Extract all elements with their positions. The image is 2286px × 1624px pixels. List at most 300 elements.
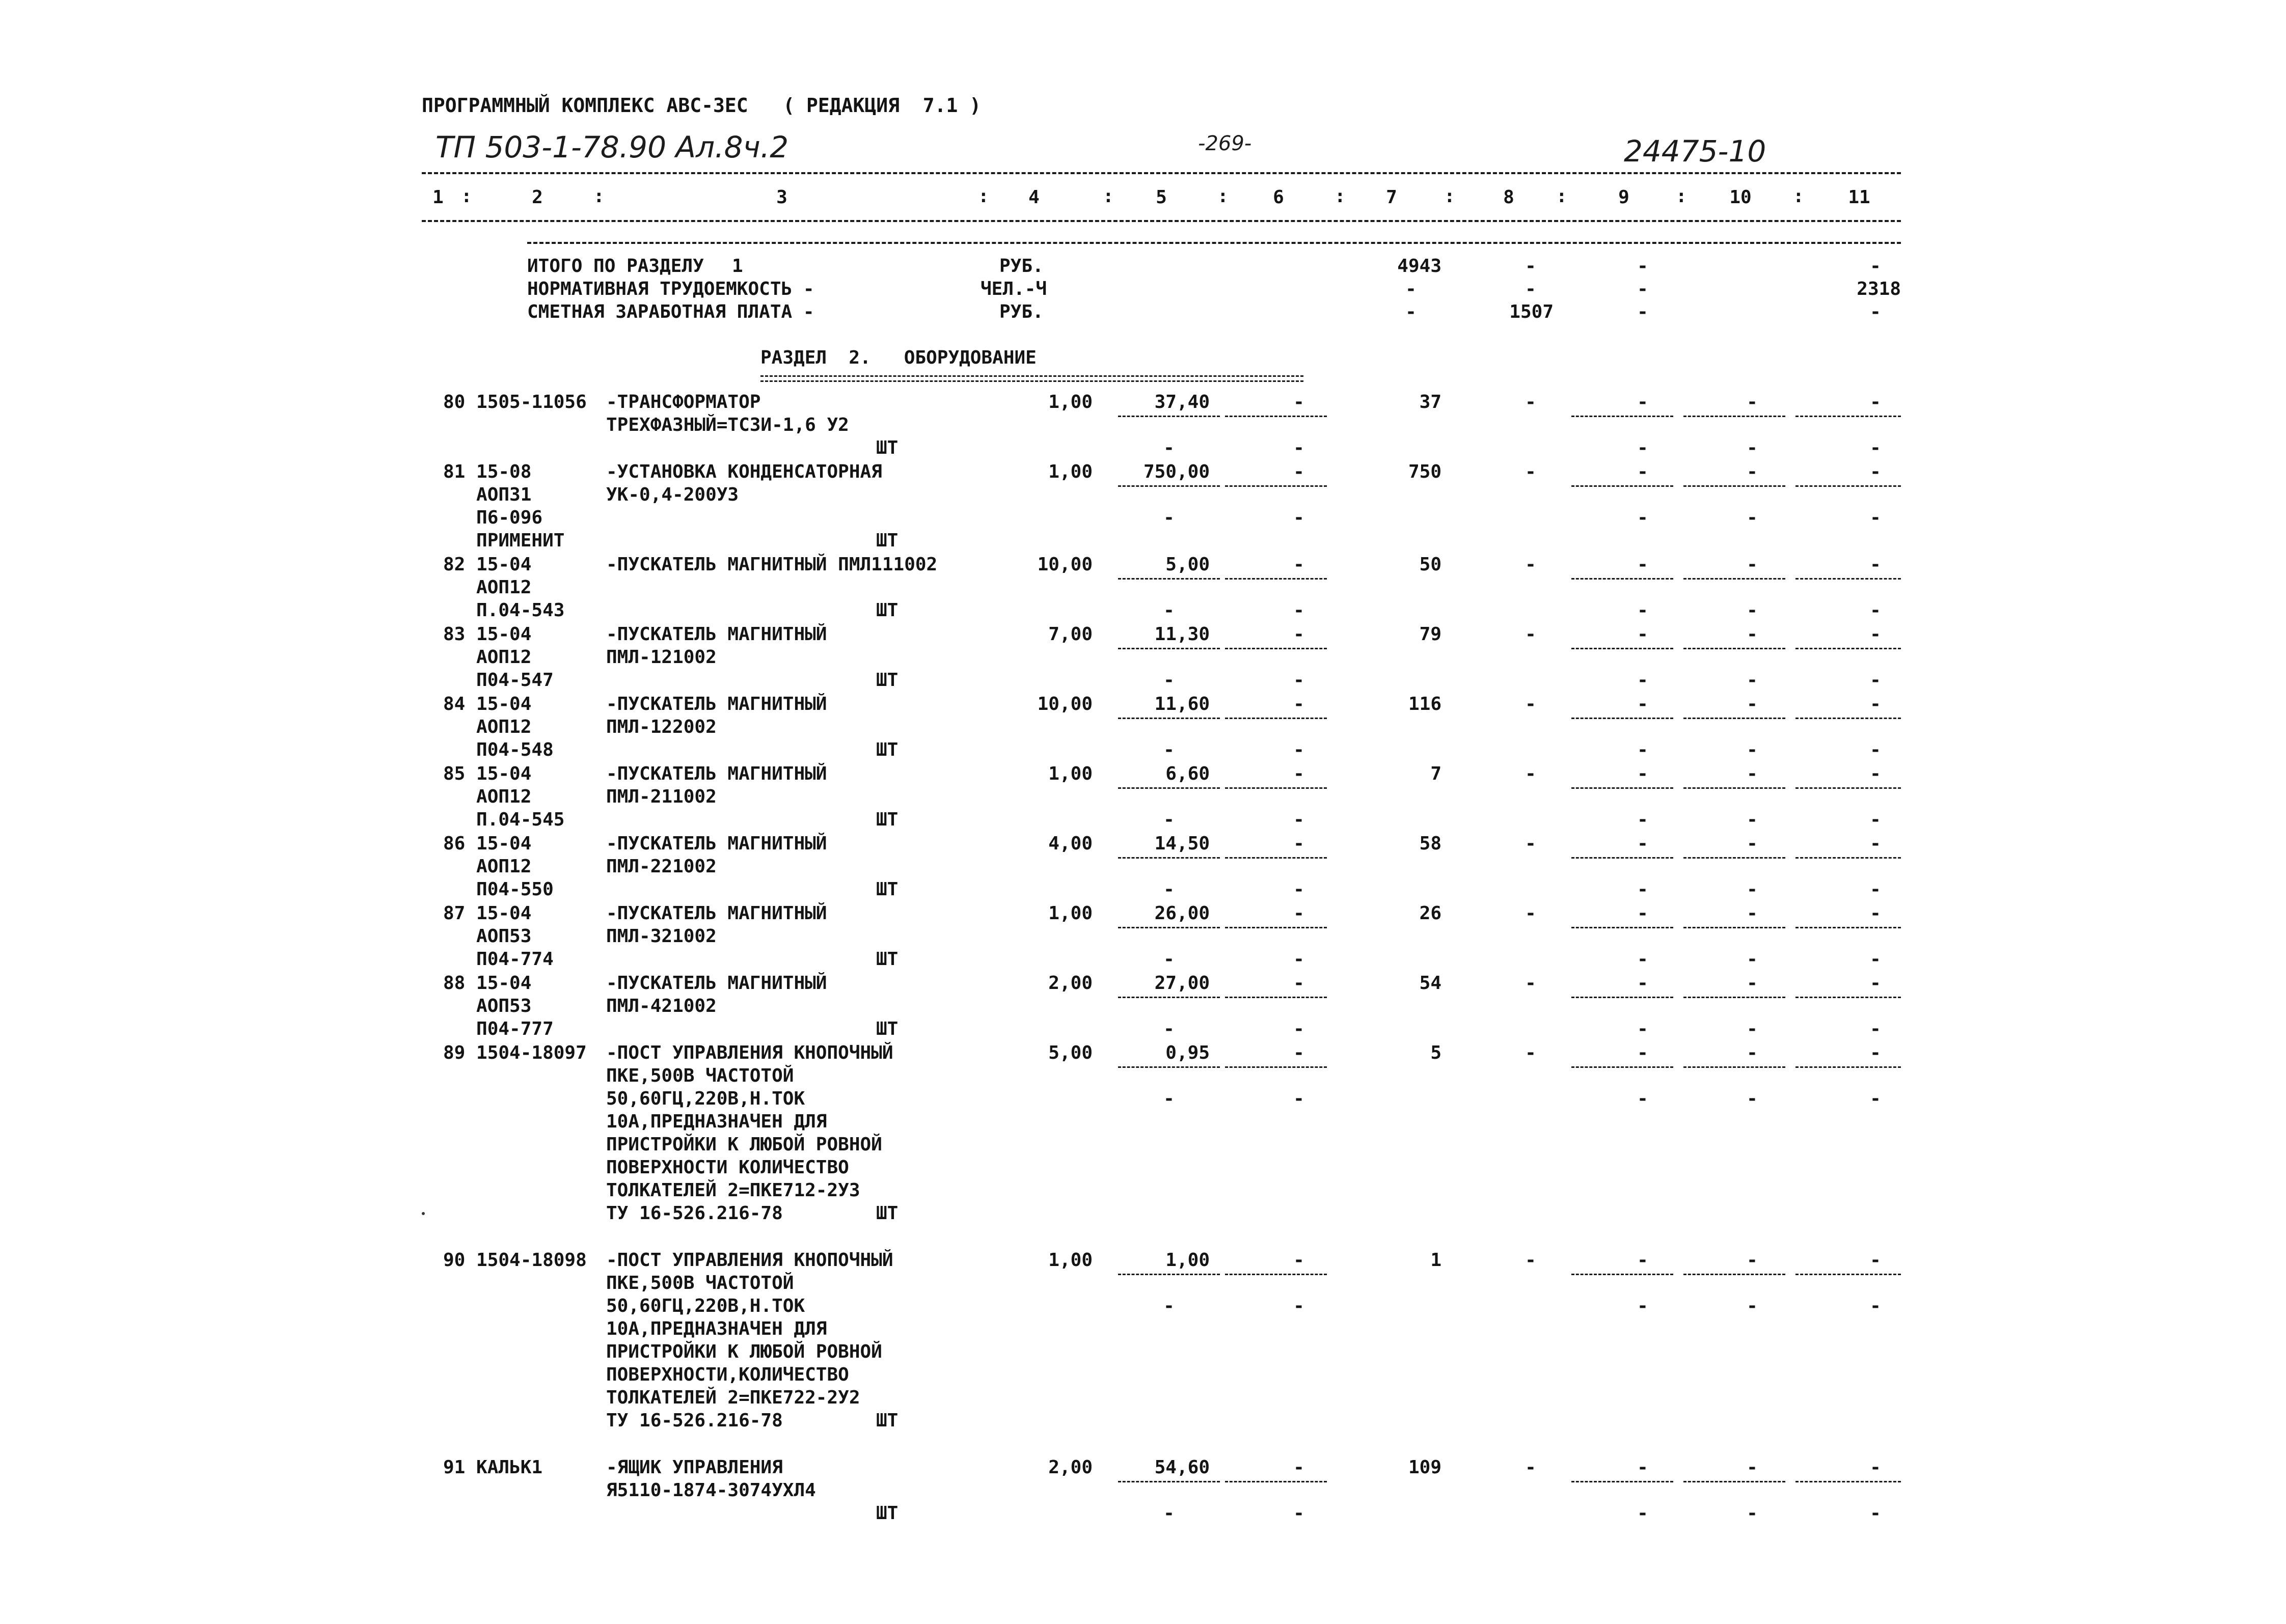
item-col11: -: [1870, 1457, 1881, 1478]
item-unit: ШТ: [876, 1410, 899, 1431]
item-price: 14,50: [1154, 833, 1210, 854]
item-rule: [1683, 1066, 1785, 1068]
item-unit: ШТ: [876, 670, 899, 691]
item-ref: П.04-543: [443, 600, 565, 621]
item-description: ПКЕ,500В ЧАСТОТОЙ: [606, 1273, 794, 1293]
item-rule: [1118, 485, 1220, 487]
item-ref: АОП12: [443, 856, 532, 877]
item-ref: П04-774: [443, 949, 554, 970]
item-col10: -: [1747, 763, 1758, 784]
column-number: 4: [1028, 187, 1040, 208]
item-col10: -: [1747, 392, 1758, 412]
item-col10: -: [1747, 973, 1758, 994]
item-subtotal-col10: -: [1747, 1019, 1758, 1039]
item-rule: [1118, 718, 1220, 719]
item-subtotal-col6: -: [1293, 879, 1304, 900]
item-description: ПОВЕРХНОСТИ,КОЛИЧЕСТВО: [606, 1364, 849, 1385]
item-subtotal-col11: -: [1870, 670, 1881, 691]
labor-col7: -: [1405, 279, 1417, 299]
labor-label: НОРМАТИВНАЯ ТРУДОЕМКОСТЬ -: [527, 279, 814, 299]
item-col6: -: [1293, 1457, 1304, 1478]
item-ref: П04-548: [443, 739, 554, 760]
item-description: ПМЛ-121002: [606, 647, 717, 668]
item-rule: [1795, 578, 1901, 580]
item-description: 10А,ПРЕДНАЗНАЧЕН ДЛЯ: [606, 1111, 827, 1132]
item-rule: [1795, 927, 1901, 928]
item-rule: [1795, 416, 1901, 417]
wage-col7: -: [1405, 301, 1417, 322]
item-unit: ШТ: [876, 809, 899, 830]
item-col10: -: [1747, 624, 1758, 645]
item-cost: 58: [1419, 833, 1441, 854]
item-cost: 79: [1419, 624, 1441, 645]
item-rule: [1225, 997, 1327, 998]
item-code: 88 15-04: [443, 973, 532, 994]
item-subtotal-col9: -: [1637, 670, 1648, 691]
item-name: -ПУСКАТЕЛЬ МАГНИТНЫЙ ПМЛ111002: [606, 554, 938, 575]
item-rule: [1225, 718, 1327, 719]
wage-col9: -: [1637, 301, 1648, 322]
item-description: ПОВЕРХНОСТИ КОЛИЧЕСТВО: [606, 1157, 849, 1178]
column-number: 10: [1729, 187, 1752, 208]
item-subtotal-col5: -: [1163, 1296, 1175, 1316]
item-col6: -: [1293, 833, 1304, 854]
item-unit: ШТ: [876, 1203, 899, 1224]
item-rule: [1118, 1481, 1220, 1482]
item-subtotal-col10: -: [1747, 1296, 1758, 1316]
item-description: ПМЛ-321002: [606, 926, 717, 947]
item-col9: -: [1637, 1457, 1648, 1478]
item-rule: [1225, 1481, 1327, 1482]
item-cost: 54: [1419, 973, 1441, 994]
item-subtotal-col5: -: [1163, 437, 1175, 458]
item-rule: [1571, 718, 1673, 719]
column-number: 8: [1503, 187, 1514, 208]
item-subtotal-col9: -: [1637, 739, 1648, 760]
column-separator: :: [1103, 186, 1114, 207]
item-rule: [1683, 787, 1785, 789]
item-quantity: 1,00: [1048, 763, 1093, 784]
item-col10: -: [1747, 461, 1758, 482]
item-description: 50,60ГЦ,220В,Н.ТОК: [606, 1088, 805, 1109]
item-price: 27,00: [1154, 973, 1210, 994]
item-code: 90 1504-18098: [443, 1250, 587, 1271]
total-col11: -: [1870, 256, 1881, 277]
column-number: 7: [1386, 187, 1397, 208]
item-rule: [1683, 578, 1785, 580]
item-cost: 1: [1430, 1250, 1441, 1271]
item-code: 82 15-04: [443, 554, 532, 575]
item-subtotal-col6: -: [1293, 949, 1304, 970]
item-description: ТУ 16-526.216-78: [606, 1203, 783, 1224]
item-rule: [1118, 857, 1220, 859]
item-col9: -: [1637, 554, 1648, 575]
item-subtotal-col11: -: [1870, 507, 1881, 528]
item-rule: [1571, 578, 1673, 580]
item-col8: -: [1525, 694, 1536, 714]
item-price: 1,00: [1165, 1250, 1210, 1271]
item-col9: -: [1637, 624, 1648, 645]
item-rule: [1571, 857, 1673, 859]
item-subtotal-col5: -: [1163, 949, 1175, 970]
item-rule: [1118, 997, 1220, 998]
item-rule: [1571, 648, 1673, 649]
item-rule: [1225, 416, 1327, 417]
item-rule: [1118, 416, 1220, 417]
item-description: УК-0,4-200У3: [606, 484, 739, 505]
section-title: РАЗДЕЛ 2. ОБОРУДОВАНИЕ: [760, 347, 1037, 368]
item-unit: ШТ: [876, 1503, 899, 1524]
item-description: ТОЛКАТЕЛЕЙ 2=ПКЕ722-2У2: [606, 1387, 860, 1408]
total-col7: 4943: [1397, 256, 1441, 277]
wage-col8: 1507: [1509, 301, 1554, 322]
item-col6: -: [1293, 903, 1304, 924]
column-separator: :: [1217, 186, 1229, 207]
item-ref: П04-777: [443, 1019, 554, 1039]
item-col9: -: [1637, 461, 1648, 482]
item-col8: -: [1525, 763, 1536, 784]
item-col6: -: [1293, 1042, 1304, 1063]
item-ref: П.04-545: [443, 809, 565, 830]
item-code: 86 15-04: [443, 833, 532, 854]
item-name: -ПУСКАТЕЛЬ МАГНИТНЫЙ: [606, 903, 827, 924]
item-col8: -: [1525, 1042, 1536, 1063]
item-ref: АОП12: [443, 717, 532, 737]
item-subtotal-col10: -: [1747, 1088, 1758, 1109]
item-col9: -: [1637, 763, 1648, 784]
item-rule: [1683, 718, 1785, 719]
item-code: 87 15-04: [443, 903, 532, 924]
item-subtotal-col9: -: [1637, 600, 1648, 621]
item-col9: -: [1637, 1250, 1648, 1271]
item-col10: -: [1747, 1250, 1758, 1271]
item-name: -ПОСТ УПРАВЛЕНИЯ КНОПОЧНЫЙ: [606, 1042, 893, 1063]
item-quantity: 1,00: [1048, 461, 1093, 482]
item-rule: [1683, 927, 1785, 928]
item-rule: [1571, 787, 1673, 789]
item-col11: -: [1870, 392, 1881, 412]
item-price: 37,40: [1154, 392, 1210, 412]
item-code: 83 15-04: [443, 624, 532, 645]
item-subtotal-col6: -: [1293, 437, 1304, 458]
item-rule: [1571, 485, 1673, 487]
item-rule: [1795, 1066, 1901, 1068]
labor-col11: 2318: [1857, 279, 1901, 299]
item-cost: 50: [1419, 554, 1441, 575]
item-subtotal-col5: -: [1163, 600, 1175, 621]
item-code: 89 1504-18097: [443, 1042, 587, 1063]
item-rule: [1571, 1481, 1673, 1482]
item-col9: -: [1637, 694, 1648, 714]
item-subtotal-col10: -: [1747, 1503, 1758, 1524]
item-description: 50,60ГЦ,220В,Н.ТОК: [606, 1296, 805, 1316]
item-rule: [1571, 927, 1673, 928]
column-number: 2: [532, 187, 543, 208]
item-col9: -: [1637, 1042, 1648, 1063]
item-subtotal-col6: -: [1293, 1296, 1304, 1316]
item-col6: -: [1293, 624, 1304, 645]
item-col8: -: [1525, 1457, 1536, 1478]
item-col9: -: [1637, 973, 1648, 994]
item-col8: -: [1525, 903, 1536, 924]
item-price: 54,60: [1154, 1457, 1210, 1478]
wage-col11: -: [1870, 301, 1881, 322]
header-rule-bottom: [422, 220, 1901, 222]
item-col6: -: [1293, 973, 1304, 994]
item-col6: -: [1293, 1250, 1304, 1271]
item-subtotal-col6: -: [1293, 600, 1304, 621]
column-number: 5: [1156, 187, 1167, 208]
item-rule: [1225, 927, 1327, 928]
item-description: ПМЛ-122002: [606, 717, 717, 737]
item-rule: [1225, 857, 1327, 859]
item-col6: -: [1293, 392, 1304, 412]
item-subtotal-col9: -: [1637, 1088, 1648, 1109]
column-number: 3: [776, 187, 787, 208]
item-subtotal-col6: -: [1293, 809, 1304, 830]
item-subtotal-col6: -: [1293, 1088, 1304, 1109]
item-description: ПМЛ-421002: [606, 996, 717, 1016]
item-description: ТРЕХФАЗНЫЙ=ТСЗИ-1,6 У2: [606, 415, 849, 435]
item-col8: -: [1525, 1250, 1536, 1271]
total-unit: РУБ.: [999, 256, 1044, 277]
item-subtotal-col5: -: [1163, 1019, 1175, 1039]
item-col11: -: [1870, 763, 1881, 784]
item-col6: -: [1293, 694, 1304, 714]
item-subtotal-col11: -: [1870, 437, 1881, 458]
document-number: 24475-10: [1624, 134, 1766, 169]
section-title-underline: [760, 375, 1303, 382]
column-separator: :: [1676, 186, 1687, 207]
item-quantity: 1,00: [1048, 392, 1093, 412]
item-cost: 7: [1430, 763, 1441, 784]
item-col8: -: [1525, 833, 1536, 854]
item-rule: [1795, 787, 1901, 789]
item-rule: [1571, 997, 1673, 998]
item-rule: [1118, 1274, 1220, 1275]
item-subtotal-col10: -: [1747, 879, 1758, 900]
item-col11: -: [1870, 973, 1881, 994]
item-quantity: 5,00: [1048, 1042, 1093, 1063]
item-rule: [1795, 485, 1901, 487]
item-subtotal-col10: -: [1747, 600, 1758, 621]
item-description: Я5110-1874-3074УХЛ4: [606, 1480, 816, 1501]
item-name: -ЯЩИК УПРАВЛЕНИЯ: [606, 1457, 783, 1478]
item-description: ПМЛ-221002: [606, 856, 717, 877]
item-rule: [1225, 1274, 1327, 1275]
item-code: 80 1505-11056: [443, 392, 587, 412]
item-name: -ПУСКАТЕЛЬ МАГНИТНЫЙ: [606, 694, 827, 714]
item-subtotal-col11: -: [1870, 1296, 1881, 1316]
item-rule: [1683, 648, 1785, 649]
item-ref: АОП12: [443, 786, 532, 807]
column-number: 6: [1273, 187, 1284, 208]
item-unit: ШТ: [876, 437, 899, 458]
item-subtotal-col10: -: [1747, 670, 1758, 691]
item-col10: -: [1747, 1042, 1758, 1063]
item-price: 11,30: [1154, 624, 1210, 645]
item-col10: -: [1747, 903, 1758, 924]
item-subtotal-col5: -: [1163, 809, 1175, 830]
item-col11: -: [1870, 694, 1881, 714]
item-rule: [1225, 787, 1327, 789]
item-subtotal-col10: -: [1747, 809, 1758, 830]
item-cost: 37: [1419, 392, 1441, 412]
item-rule: [1571, 1066, 1673, 1068]
page-number: -269-: [1198, 132, 1252, 155]
item-subtotal-col11: -: [1870, 1503, 1881, 1524]
item-subtotal-col5: -: [1163, 1503, 1175, 1524]
item-col10: -: [1747, 554, 1758, 575]
item-unit: ШТ: [876, 739, 899, 760]
item-description: ТУ 16-526.216-78: [606, 1410, 783, 1431]
item-ref: П04-547: [443, 670, 554, 691]
item-cost: 116: [1408, 694, 1441, 714]
item-cost: 5: [1430, 1042, 1441, 1063]
wage-unit: РУБ.: [999, 301, 1044, 322]
item-subtotal-col11: -: [1870, 949, 1881, 970]
item-subtotal-col6: -: [1293, 670, 1304, 691]
item-description: ТОЛКАТЕЛЕЙ 2=ПКЕ712-2У3: [606, 1180, 860, 1201]
item-rule: [1118, 1066, 1220, 1068]
column-number: 11: [1848, 187, 1870, 208]
totals-rule: [527, 242, 1901, 244]
item-rule: [1795, 1481, 1901, 1482]
item-rule: [1118, 578, 1220, 580]
item-subtotal-col9: -: [1637, 1503, 1648, 1524]
item-price: 0,95: [1165, 1042, 1210, 1063]
item-name: -ПОСТ УПРАВЛЕНИЯ КНОПОЧНЫЙ: [606, 1250, 893, 1271]
item-subtotal-col11: -: [1870, 739, 1881, 760]
total-col9: -: [1637, 256, 1648, 277]
item-col10: -: [1747, 833, 1758, 854]
item-quantity: 7,00: [1048, 624, 1093, 645]
total-label: ИТОГО ПО РАЗДЕЛУ: [527, 256, 704, 277]
labor-unit: ЧЕЛ.-Ч: [981, 279, 1047, 299]
item-quantity: 10,00: [1037, 694, 1093, 714]
item-subtotal-col9: -: [1637, 1296, 1648, 1316]
item-unit: ШТ: [876, 1019, 899, 1039]
item-subtotal-col6: -: [1293, 739, 1304, 760]
item-quantity: 4,00: [1048, 833, 1093, 854]
item-rule: [1683, 857, 1785, 859]
item-description: 10А,ПРЕДНАЗНАЧЕН ДЛЯ: [606, 1318, 827, 1339]
column-separator: :: [1335, 186, 1346, 207]
item-subtotal-col6: -: [1293, 1019, 1304, 1039]
item-rule: [1118, 927, 1220, 928]
item-code: 81 15-08: [443, 461, 532, 482]
item-rule: [1683, 1274, 1785, 1275]
item-subtotal-col6: -: [1293, 507, 1304, 528]
column-separator: :: [1556, 186, 1567, 207]
item-unit: ШТ: [876, 530, 899, 551]
column-separator: :: [461, 186, 472, 207]
item-price: 5,00: [1165, 554, 1210, 575]
item-subtotal-col9: -: [1637, 879, 1648, 900]
column-number: 9: [1618, 187, 1629, 208]
item-col11: -: [1870, 903, 1881, 924]
item-col11: -: [1870, 833, 1881, 854]
column-separator: :: [978, 186, 989, 207]
item-col9: -: [1637, 903, 1648, 924]
item-ref: П6-096: [443, 507, 543, 528]
item-col11: -: [1870, 1042, 1881, 1063]
item-rule: [1683, 1481, 1785, 1482]
item-subtotal-col11: -: [1870, 1088, 1881, 1109]
item-subtotal-col9: -: [1637, 437, 1648, 458]
item-unit: ШТ: [876, 949, 899, 970]
item-ref: ПРИМЕНИТ: [443, 530, 565, 551]
item-quantity: 10,00: [1037, 554, 1093, 575]
item-ref: АОП12: [443, 577, 532, 598]
item-subtotal-col10: -: [1747, 739, 1758, 760]
column-separator: :: [1793, 186, 1804, 207]
item-unit: ШТ: [876, 879, 899, 900]
item-code: 85 15-04: [443, 763, 532, 784]
item-col6: -: [1293, 763, 1304, 784]
item-name: -ТРАНСФОРМАТОР: [606, 392, 761, 412]
scan-speck: [422, 1212, 425, 1215]
item-name: -ПУСКАТЕЛЬ МАГНИТНЫЙ: [606, 833, 827, 854]
item-subtotal-col9: -: [1637, 949, 1648, 970]
item-col11: -: [1870, 461, 1881, 482]
item-name: -ПУСКАТЕЛЬ МАГНИТНЫЙ: [606, 973, 827, 994]
item-col10: -: [1747, 694, 1758, 714]
item-quantity: 2,00: [1048, 1457, 1093, 1478]
item-col6: -: [1293, 554, 1304, 575]
item-rule: [1683, 485, 1785, 487]
item-name: -ПУСКАТЕЛЬ МАГНИТНЫЙ: [606, 624, 827, 645]
item-subtotal-col11: -: [1870, 809, 1881, 830]
item-name: -УСТАНОВКА КОНДЕНСАТОРНАЯ: [606, 461, 882, 482]
item-rule: [1795, 997, 1901, 998]
item-subtotal-col5: -: [1163, 879, 1175, 900]
item-rule: [1571, 1274, 1673, 1275]
item-description: ПРИСТРОЙКИ К ЛЮБОЙ РОВНОЙ: [606, 1134, 882, 1155]
item-subtotal-col11: -: [1870, 600, 1881, 621]
item-col9: -: [1637, 392, 1648, 412]
item-price: 6,60: [1165, 763, 1210, 784]
item-subtotal-col5: -: [1163, 1088, 1175, 1109]
labor-col8: -: [1525, 279, 1536, 299]
item-rule: [1225, 1066, 1327, 1068]
item-rule: [1795, 1274, 1901, 1275]
item-col11: -: [1870, 1250, 1881, 1271]
item-rule: [1683, 997, 1785, 998]
item-rule: [1225, 485, 1327, 487]
item-col10: -: [1747, 1457, 1758, 1478]
item-name: -ПУСКАТЕЛЬ МАГНИТНЫЙ: [606, 763, 827, 784]
item-subtotal-col5: -: [1163, 507, 1175, 528]
item-col11: -: [1870, 554, 1881, 575]
column-separator: :: [593, 186, 605, 207]
item-col8: -: [1525, 554, 1536, 575]
item-rule: [1683, 416, 1785, 417]
item-cost: 750: [1408, 461, 1441, 482]
header-rule-top: [422, 172, 1901, 174]
item-price: 11,60: [1154, 694, 1210, 714]
item-rule: [1225, 578, 1327, 580]
item-rule: [1795, 857, 1901, 859]
item-description: ПМЛ-211002: [606, 786, 717, 807]
item-subtotal-col11: -: [1870, 1019, 1881, 1039]
column-separator: :: [1444, 186, 1455, 207]
item-cost: 109: [1408, 1457, 1441, 1478]
item-rule: [1118, 648, 1220, 649]
item-subtotal-col10: -: [1747, 949, 1758, 970]
item-rule: [1118, 787, 1220, 789]
item-col11: -: [1870, 624, 1881, 645]
